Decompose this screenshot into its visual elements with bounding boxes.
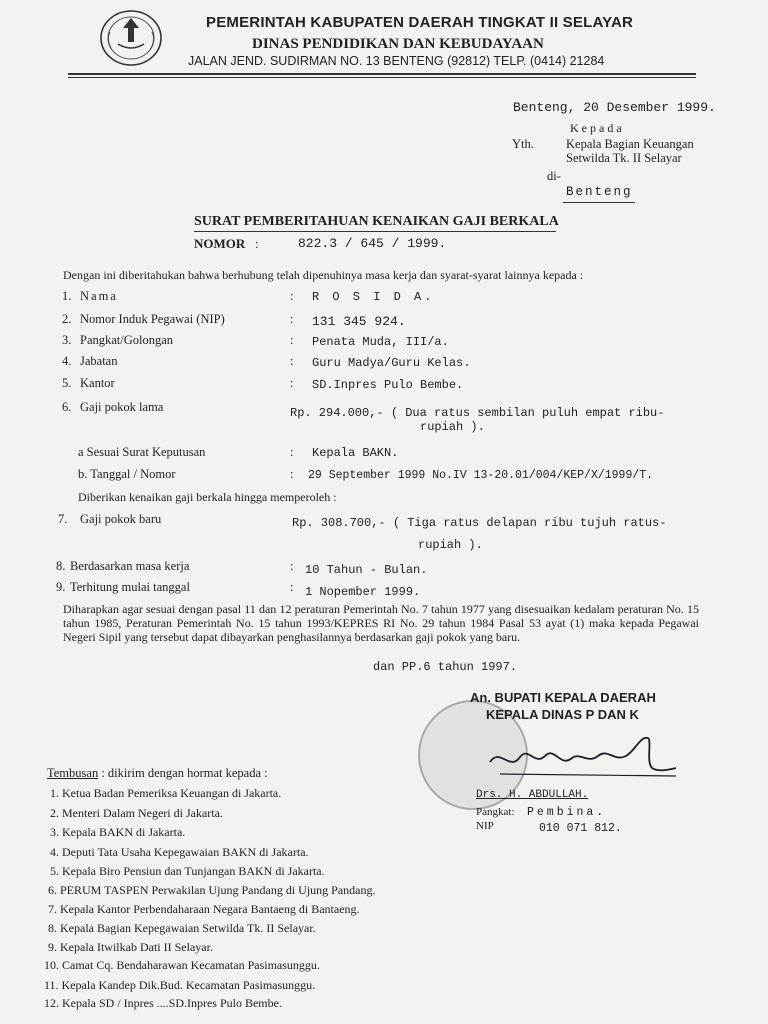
- place-date: Benteng, 20 Desember 1999.: [513, 100, 716, 115]
- field-number: 6.: [62, 400, 72, 414]
- field-value: Rp. 294.000,- ( Dua ratus sembilan puluh empat ribu-: [290, 406, 665, 420]
- signatory-nip-label: NIP: [476, 820, 494, 832]
- cc-item: 10. Camat Cq. Bendaharawan Kecamatan Pasimasunggu.: [44, 958, 320, 972]
- cc-item: 4. Deputi Tata Usaha Kepegawaian BAKN di Jakarta.: [50, 845, 309, 859]
- cc-item: 9. Kepala Itwilkab Dati II Selayar.: [48, 940, 213, 954]
- diberikan-text: Diberikan kenaikan gaji berkala hingga memperoleh :: [78, 490, 337, 504]
- field-label: Jabatan: [80, 354, 118, 368]
- field-colon: :: [290, 289, 294, 303]
- field-value: 131 345 924.: [312, 314, 406, 329]
- cc-item: 12. Kepala SD / Inpres ....SD.Inpres Pulo Bembe.: [44, 996, 282, 1010]
- signatory-name: Drs. H. ABDULLAH.: [476, 789, 589, 801]
- field-number: 1.: [62, 289, 72, 303]
- signatory-rank: Pembina.: [527, 806, 607, 819]
- cc-item: 1. Ketua Badan Pemeriksa Keuangan di Jakarta.: [50, 786, 282, 800]
- sub-value: 29 September 1999 No.IV 13-20.01/004/KEP/X/1999/T.: [308, 469, 654, 482]
- cc-item: 5. Kepala Biro Pensiun dan Tunjangan BAKN di Jakarta.: [50, 864, 325, 878]
- field-value-continued: rupiah ).: [420, 420, 485, 434]
- field-colon: :: [290, 333, 294, 347]
- letterhead-government: PEMERINTAH KABUPATEN DAERAH TINGKAT II SELAYAR: [206, 14, 634, 31]
- field-value: Rp. 308.700,- ( Tiga ratus delapan ribu tujuh ratus-: [292, 516, 667, 530]
- field-label: Nomor Induk Pegawai (NIP): [80, 312, 225, 326]
- nomor-value: 822.3 / 645 / 1999.: [298, 236, 447, 251]
- yth-label: Yth.: [512, 137, 534, 151]
- field-value: 1 Nopember 1999.: [305, 585, 421, 599]
- signature-title-1: An. BUPATI KEPALA DAERAH: [470, 690, 656, 705]
- signature-title-2: KEPALA DINAS P DAN K: [486, 707, 639, 722]
- field-label: Kantor: [80, 376, 115, 390]
- field-number: 4.: [62, 354, 72, 368]
- sub-label: a Sesuai Surat Keputusan: [78, 445, 206, 459]
- kepada-label: Kepada: [570, 121, 625, 135]
- field-colon: :: [290, 312, 294, 326]
- di-label: di-: [547, 169, 561, 183]
- tembusan-rest: : dikirim dengan hormat kepada :: [98, 766, 268, 780]
- letterhead-address: JALAN JEND. SUDIRMAN NO. 13 BENTENG (92812) TELP. (0414) 21284: [188, 54, 605, 68]
- tembusan-label: Tembusan: [47, 766, 99, 780]
- field-value: SD.Inpres Pulo Bembe.: [312, 378, 464, 392]
- field-value: 10 Tahun - Bulan.: [305, 563, 428, 577]
- sub-label: b. Tanggal / Nomor: [78, 467, 176, 481]
- field-number: 7.: [58, 512, 68, 526]
- field-value: Penata Muda, III/a.: [312, 335, 449, 349]
- cc-item: 6. PERUM TASPEN Perwakilan Ujung Pandang di Ujung Pandang.: [48, 883, 376, 897]
- city-underline: [563, 202, 635, 203]
- addressee-line1: Kepala Bagian Keuangan: [566, 137, 694, 151]
- addressee-city: Benteng: [566, 185, 633, 199]
- field-colon: :: [290, 467, 294, 481]
- cc-item: 3. Kepala BAKN di Jakarta.: [50, 825, 186, 839]
- field-colon: :: [290, 445, 294, 459]
- addressee-line2: Setwilda Tk. II Selayar: [566, 151, 682, 165]
- letterhead-rule-thin: [68, 77, 696, 78]
- field-number: 8.: [56, 559, 66, 573]
- field-label: Terhitung mulai tanggal: [70, 580, 190, 594]
- letterhead-rule: [68, 73, 696, 75]
- body-paragraph: Diharapkan agar sesuai dengan pasal 11 dan 12 peraturan Pemerintah No. 7 tahun 1977 yang disesuaikan kedalam peraturan No. 15 tahun 1985, Peraturan Pemerintah No. 15 tahun 1993/KEPRES RI No. 29 tahun 1984 Pasal 53 ayat (1) maka kepada Pegawai Negeri Sipil yang tersebut dapat dibayarkan penghasilannya berdasarkan gaji pokok yang baru.: [63, 602, 699, 644]
- nomor-label: NOMOR: [194, 236, 246, 251]
- field-number: 5.: [62, 376, 72, 390]
- field-colon: :: [290, 354, 294, 368]
- field-label: Nama: [80, 289, 118, 303]
- sub-value: Kepala BAKN.: [312, 446, 399, 460]
- field-number: 9.: [56, 580, 66, 594]
- field-value: R O S I D A.: [312, 290, 435, 304]
- field-colon: :: [290, 559, 294, 573]
- field-label: Gaji pokok lama: [80, 400, 164, 414]
- paragraph-addendum: dan PP.6 tahun 1997.: [373, 660, 518, 674]
- field-value: Guru Madya/Guru Kelas.: [312, 356, 471, 370]
- cc-item: 2. Menteri Dalam Negeri di Jakarta.: [50, 806, 223, 820]
- field-label: Pangkat/Golongan: [80, 333, 174, 347]
- regency-emblem-icon: [96, 8, 166, 68]
- cc-item: 8. Kepala Bagian Kepegawaian Setwilda Tk. II Selayar.: [48, 921, 316, 935]
- field-number: 3.: [62, 333, 72, 347]
- field-number: 2.: [62, 312, 72, 326]
- letter-title: SURAT PEMBERITAHUAN KENAIKAN GAJI BERKALA: [194, 214, 559, 229]
- title-underline: [194, 231, 556, 232]
- cc-item: 7. Kepala Kantor Perbendaharaan Negara Bantaeng di Bantaeng.: [48, 902, 360, 916]
- field-colon: :: [290, 376, 294, 390]
- signatory-rank-label: Pangkat:: [476, 806, 515, 818]
- field-label: Gaji pokok baru: [80, 512, 162, 526]
- field-label: Berdasarkan masa kerja: [70, 559, 190, 573]
- tembusan-heading: [47, 766, 268, 781]
- letterhead-department: DINAS PENDIDIKAN DAN KEBUDAYAAN: [252, 36, 544, 52]
- signatory-nip: 010 071 812.: [539, 822, 622, 835]
- cc-item: 11. Kepala Kandep Dik.Bud. Kecamatan Pasimasunggu.: [44, 978, 316, 992]
- nomor-colon: :: [255, 236, 259, 251]
- field-value-continued: rupiah ).: [418, 538, 483, 552]
- intro-text: Dengan ini diberitahukan bahwa berhubung telah dipenuhinya masa kerja dan syarat-syarat lainnya kepada :: [63, 268, 584, 282]
- field-colon: :: [290, 580, 294, 594]
- handwritten-signature: [480, 732, 680, 782]
